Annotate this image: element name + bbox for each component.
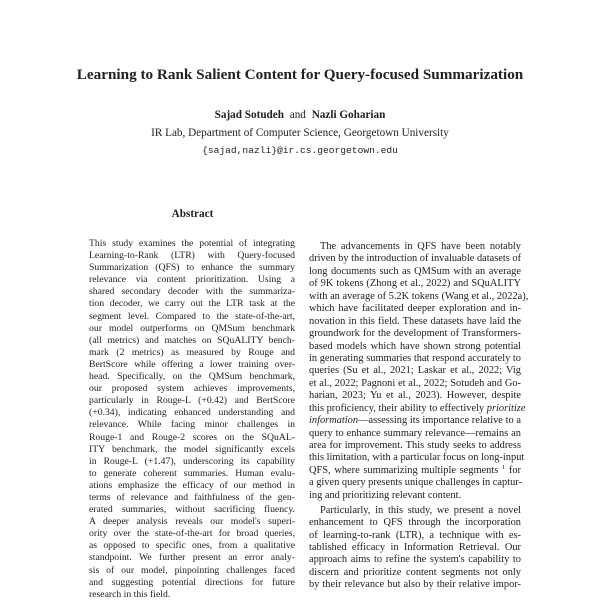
text-line: novation in this field. These datasets have laid the [309,315,521,327]
text-line: ITY benchmark, the model significantly excels [89,443,295,455]
text-line: erated summaries, without sacrificing fluency. [89,504,295,516]
affiliation: IR Lab, Department of Computer Science, Georgetown University [151,127,449,139]
text-line: ority over the state-of-the-art for broad queries, [89,528,295,540]
text-line: Rouge-1 and Rouge-2 scores on the SQuAL- [89,431,295,443]
text-line: our proposed system achieves improvements, [89,383,295,395]
text-line: head. Specifically, on the QMSum benchmark, [89,371,295,383]
text-line: our model outperforms on QMSum benchmark [89,322,295,334]
text-line: area for improvement. This study seeks to address [309,440,521,451]
text-line: tion decoder, we carry out the LTR task at the [89,298,295,310]
text-line: groundwork for the development of Transformers- [309,328,521,340]
text-line: This study examines the potential of integrating [89,238,295,249]
text-line: segment level. Compared to the state-of-the-art, [89,310,295,322]
text-line: standpoint. We further present an error analy- [89,552,295,564]
paper-title: Learning to Rank Salient Content for Query-focused Summarization [76,66,524,83]
text-line: harian, 2023; Yu et al., 2023). However, despite [309,390,521,402]
text-line: research in this field. [89,588,171,600]
text-line: mark (2 metrics) as measured by Rouge and [89,346,295,358]
text-line: this limitation, with a particular focus on long-input [309,452,525,464]
text-line: (all metrics) and matches on SQuALITY bench- [89,334,295,346]
emphasized-text: prioritize [486,402,526,414]
text-line: and suggesting potential directions for future [89,576,295,588]
text-line: The advancements in QFS have been notably [320,241,521,252]
author-joiner: and [289,109,306,121]
text-line [309,465,521,477]
text-line: of 9K tokens (Zhong et al., 2022) and SQuALITY [309,278,521,290]
text-line: in generating summaries that respond accurately to [309,352,521,364]
text-line: ing and prioritizing relevant content. [309,489,462,501]
author-name: Sajad Sotudeh [214,109,284,121]
introduction-body [309,241,529,594]
text-line: of learning-to-rank (LTR), a technique with es- [309,529,521,541]
text-line: driven by the introduction of invaluable datasets of [309,253,522,265]
text-line: by their relevance but also by their relative impor- [309,579,521,591]
text-line: a given query presents unique challenges in captur- [309,477,523,489]
text-line: queries (Su et al., 2021; Laskar et al., 2022; Vig [309,365,521,377]
text-line: Learning-to-Rank (LTR) with Query-focused [89,250,295,262]
footnote-marker[interactable]: 1 [501,463,506,471]
author-list [0,109,600,121]
text-line: approach aims to refine the system's capability to [309,554,521,566]
text-line: A deeper analysis reveals our model's superi- [89,516,295,528]
text-line: et al., 2022; Pagnoni et al., 2022; Sotudeh and Go- [309,377,521,389]
paragraph [309,241,529,502]
text-line: shared secondary decoder with the summariza- [89,286,295,298]
abstract-body [89,238,295,603]
text-segment: this proficiency, their ability to effectively [309,402,487,414]
text-line: enhancement to QFS through the incorporation [309,517,521,529]
text-line: which have facilitated deeper exploration and in- [309,303,521,315]
text-line: based models which have shown strong potential [309,340,521,352]
paragraph [309,505,521,592]
text-line: as opposed to specific ones, from a qualitative [89,540,295,552]
text-line: terms of relevance and faithfulness of the gen- [89,491,295,503]
text-line: to generate coherent summaries. Human evalu- [89,467,295,479]
text-line: tablished efficacy in Information Retrieval. Our [309,542,521,553]
emphasized-text: information [309,415,359,427]
text-line: BertScore while offering a lower training over- [89,358,295,370]
text-line: in Rouge-L (+1.47), underscoring its capability [89,455,295,467]
text-line: query to enhance summary relevance—remains an [309,427,521,439]
text-line: (+0.34), indicating enhanced understanding and [89,407,295,419]
text-line: Summarization (QFS) to enhance the summary [89,262,295,274]
author-email: {sajad,nazli}@ir.cs.georgetown.edu [202,145,398,156]
text-line: relevance. While facing minor challenges in [89,419,295,431]
text-segment: QFS, where summarizing multiple segments [309,464,502,476]
text-line: long documents such as QMSum with an average [309,265,521,277]
text-line: discern and prioritize content segments not only [309,566,521,578]
text-segment: for [505,464,521,476]
text-line: Particularly, in this study, we present a novel [320,504,521,516]
abstract-heading: Abstract [171,208,214,220]
text-line [309,415,521,427]
text-line [309,402,526,415]
paragraph [89,238,295,601]
text-line: with an average of 5.2K tokens (Wang et al., 2022a), [309,290,529,302]
text-line: sis of our model, pinpointing challenges faced [89,564,295,576]
text-line: relevance via content prioritization. Using a [89,274,295,286]
author-name: Nazli Goharian [311,109,386,121]
text-segment: —assessing its importance relative to a [358,415,521,427]
text-line: particularly in Rouge-L (+0.42) and BertScore [89,395,295,407]
text-line: ations emphasize the efficacy of our method in [89,479,295,491]
